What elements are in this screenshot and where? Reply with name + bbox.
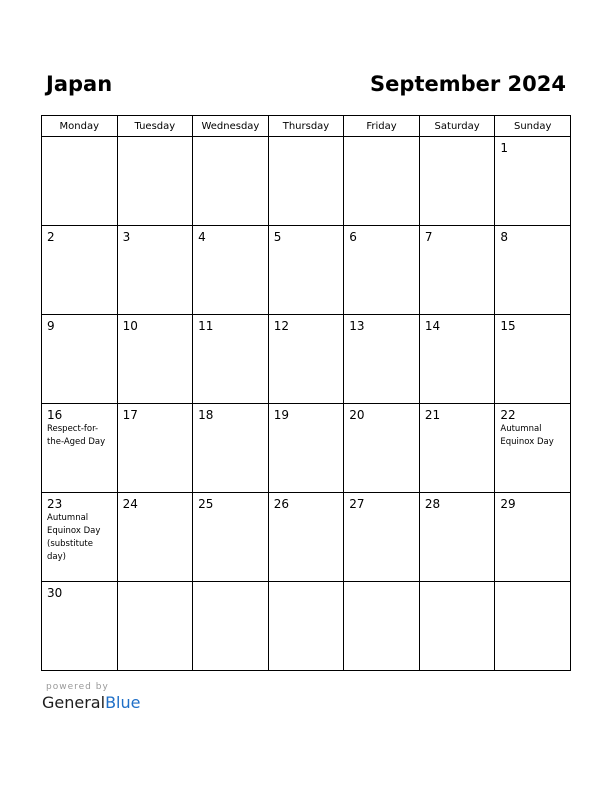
- weekday-header: Thursday: [268, 116, 344, 137]
- day-cell-content: [193, 582, 268, 585]
- day-number: 30: [47, 586, 63, 600]
- week-row: [42, 315, 571, 404]
- day-number: 12: [273, 319, 289, 333]
- day-number: 1: [500, 141, 509, 155]
- day-cell: [193, 315, 269, 404]
- day-number: 16: [47, 408, 63, 422]
- day-cell-content: [118, 226, 193, 245]
- day-number: 10: [122, 319, 138, 333]
- day-cell-content: [193, 404, 268, 423]
- day-cell-content: [344, 226, 419, 245]
- day-cell: [42, 493, 118, 582]
- day-cell: [344, 137, 420, 226]
- day-cell-content: [118, 404, 193, 423]
- day-cell: [344, 404, 420, 493]
- day-cell-content: [42, 226, 117, 245]
- day-cell-content: [420, 226, 495, 245]
- holiday-label: Autumnal Equinox Day: [500, 424, 554, 447]
- day-cell-content: [495, 404, 570, 449]
- day-cell: [419, 582, 495, 671]
- day-cell-content: [193, 315, 268, 334]
- day-cell: [495, 493, 571, 582]
- day-number: 3: [122, 230, 131, 244]
- day-number: 26: [273, 497, 289, 511]
- day-cell: [419, 315, 495, 404]
- day-number: 15: [500, 319, 516, 333]
- day-cell-content: [420, 493, 495, 512]
- day-cell: [495, 582, 571, 671]
- day-cell-content: [42, 137, 117, 140]
- day-cell-content: [495, 582, 570, 585]
- day-cell: [117, 137, 193, 226]
- day-cell: [344, 582, 420, 671]
- day-number: 8: [500, 230, 509, 244]
- week-row: [42, 137, 571, 226]
- day-number: 24: [122, 497, 138, 511]
- day-cell-content: [118, 315, 193, 334]
- day-number: 25: [198, 497, 214, 511]
- day-cell: [42, 404, 118, 493]
- holiday-label: Respect-for-the-Aged Day: [47, 424, 106, 447]
- day-number: 11: [198, 319, 214, 333]
- day-cell: [268, 226, 344, 315]
- day-cell-content: [344, 493, 419, 512]
- day-cell-content: [495, 493, 570, 512]
- day-cell-content: [42, 315, 117, 334]
- week-row: [42, 226, 571, 315]
- day-cell-content: [193, 493, 268, 512]
- day-cell: [419, 493, 495, 582]
- day-number: 17: [122, 408, 138, 422]
- day-cell: [193, 137, 269, 226]
- day-cell-content: [269, 226, 344, 245]
- day-cell-content: [269, 493, 344, 512]
- day-cell: [42, 137, 118, 226]
- day-cell-content: [193, 226, 268, 245]
- powered-by-label: powered by: [46, 682, 109, 692]
- day-cell: [42, 582, 118, 671]
- generalblue-logo: [42, 693, 140, 713]
- month-title: September 2024: [370, 72, 566, 96]
- day-cell: [495, 315, 571, 404]
- day-cell-content: [42, 493, 117, 564]
- day-number: 21: [424, 408, 441, 422]
- calendar-grid: [41, 115, 571, 671]
- day-cell-content: [495, 315, 570, 334]
- day-cell: [419, 226, 495, 315]
- day-number: 14: [424, 319, 441, 333]
- country-title: Japan: [46, 72, 113, 96]
- day-cell: [193, 582, 269, 671]
- weekday-header: Wednesday: [193, 116, 269, 137]
- day-number: 23: [47, 497, 63, 511]
- day-cell-content: [344, 315, 419, 334]
- day-cell-content: [118, 137, 193, 140]
- day-cell-content: [269, 137, 344, 140]
- day-number: 7: [424, 230, 433, 244]
- day-number: 22: [500, 408, 516, 422]
- day-number: 4: [198, 230, 206, 244]
- weekday-header: Monday: [42, 116, 118, 137]
- day-number: 5: [273, 230, 282, 244]
- weekday-header: Sunday: [495, 116, 571, 137]
- day-cell: [268, 582, 344, 671]
- day-cell: [419, 137, 495, 226]
- day-cell: [344, 226, 420, 315]
- day-number: 6: [349, 230, 357, 244]
- day-number: 28: [424, 497, 441, 511]
- day-cell: [42, 226, 118, 315]
- day-number: 9: [47, 319, 55, 333]
- day-cell-content: [193, 137, 268, 140]
- day-cell: [117, 226, 193, 315]
- day-cell: [344, 315, 420, 404]
- day-cell: [193, 404, 269, 493]
- day-cell: [344, 493, 420, 582]
- day-cell-content: [118, 582, 193, 585]
- day-cell-content: [269, 582, 344, 585]
- day-cell-content: [344, 404, 419, 423]
- day-cell-content: [42, 582, 117, 601]
- holiday-label: Autumnal Equinox Day (substitute day): [47, 513, 101, 562]
- day-cell: [193, 226, 269, 315]
- day-cell: [495, 404, 571, 493]
- day-number: 18: [198, 408, 214, 422]
- day-cell-content: [495, 137, 570, 156]
- day-cell-content: [420, 315, 495, 334]
- day-cell: [268, 404, 344, 493]
- day-number: 19: [273, 408, 289, 422]
- day-cell-content: [420, 404, 495, 423]
- weekday-header: Saturday: [419, 116, 495, 137]
- day-cell: [117, 493, 193, 582]
- day-cell: [268, 315, 344, 404]
- week-row: [42, 493, 571, 582]
- weekday-header: Friday: [344, 116, 420, 137]
- week-row: [42, 404, 571, 493]
- day-cell-content: [344, 137, 419, 140]
- day-number: 13: [349, 319, 365, 333]
- week-row: [42, 582, 571, 671]
- day-cell-content: [420, 137, 495, 140]
- day-cell-content: [495, 226, 570, 245]
- day-cell-content: [42, 404, 117, 449]
- day-cell-content: [269, 315, 344, 334]
- day-number: 20: [349, 408, 365, 422]
- weekday-header-row: [42, 116, 571, 137]
- day-cell: [495, 226, 571, 315]
- day-cell: [268, 493, 344, 582]
- day-cell-content: [118, 493, 193, 512]
- day-cell: [419, 404, 495, 493]
- day-number: 27: [349, 497, 365, 511]
- weekday-header: Tuesday: [117, 116, 193, 137]
- day-cell-content: [269, 404, 344, 423]
- day-number: 2: [47, 230, 55, 244]
- brand-blue-text: Blue: [105, 693, 141, 712]
- day-cell: [42, 315, 118, 404]
- day-cell: [117, 582, 193, 671]
- day-cell: [495, 137, 571, 226]
- day-cell: [117, 315, 193, 404]
- day-number: 29: [500, 497, 516, 511]
- day-cell: [193, 493, 269, 582]
- day-cell: [117, 404, 193, 493]
- day-cell-content: [420, 582, 495, 585]
- brand-general-text: General: [42, 693, 106, 712]
- day-cell-content: [344, 582, 419, 585]
- day-cell: [268, 137, 344, 226]
